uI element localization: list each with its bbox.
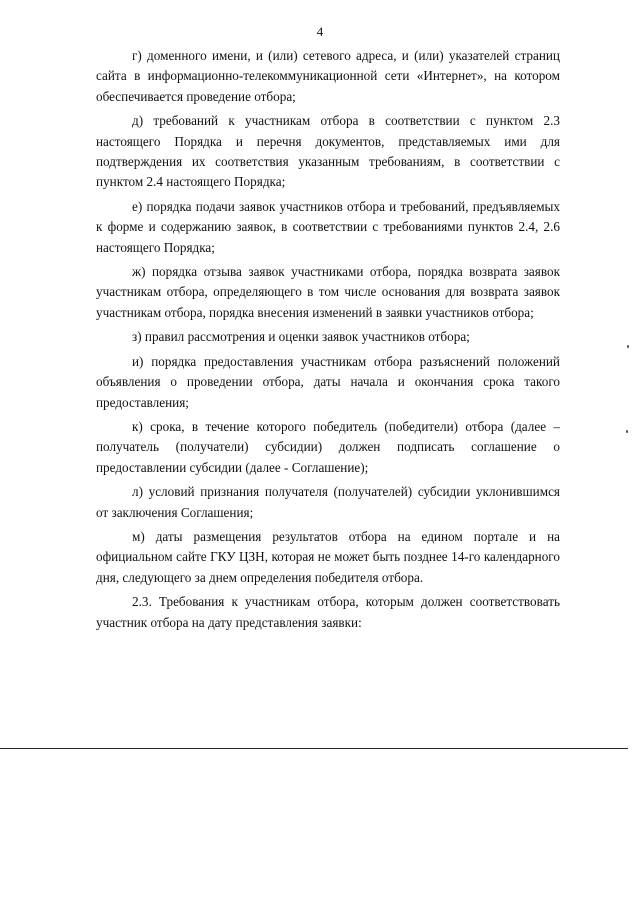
paragraph-k: к) срока, в течение которого победитель (победители) отбора (далее – получатель (получатели) субсидии) должен подписать соглашение о предоставлении субсидии (далее - Соглашение); [96, 418, 560, 475]
paragraph-m: м) даты размещения результатов отбора на едином портале и на официальном сайте ГКУ ЦЗН, которая не может быть позднее 14-го календарного дня, следующего за днем определения победителя отбора. [96, 528, 560, 585]
paragraph-zh: ж) порядка отзыва заявок участниками отбора, порядка возврата заявок участникам отбора, определяющего в том числе основания для возврата заявок участникам отбора, порядка внесения изменений в заявки участников отбора; [96, 264, 560, 320]
scan-speck [626, 430, 628, 433]
paragraph-g: г) доменного имени, и (или) сетевого адреса, и (или) указателей страниц сайта в информационно-телекоммуникационной сети «Интернет», на котором обеспечивается проведение отбора; [96, 48, 560, 104]
paragraph-2-3: 2.3. Требования к участникам отбора, которым должен соответствовать участник отбора на дату представления заявки: [96, 594, 560, 630]
paragraph-i: и) порядка предоставления участникам отбора разъяснений положений объявления о проведении отбора, даты начала и окончания срока такого предоставления; [96, 353, 560, 410]
page-number: 4 [316, 24, 324, 39]
scan-speck [627, 345, 629, 348]
document-body [96, 46, 560, 633]
paragraph-e: е) порядка подачи заявок участников отбора и требований, предъявляемых к форме и содержанию заявок, в соответствии с требованиями пунктов 2.4, 2.6 настоящего Порядка; [96, 198, 560, 255]
horizontal-rule [0, 748, 628, 749]
paragraph-z: з) правил рассмотрения и оценки заявок участников отбора; [132, 329, 470, 345]
paragraph-l: л) условий признания получателя (получателей) субсидии уклонившимся от заключения Соглашения; [96, 484, 560, 520]
paragraph-d: д) требований к участникам отбора в соответствии с пунктом 2.3 настоящего Порядка и перечня документов, представляемых ими для подтверждения их соответствия указанным требованиям, в соответствии с пунктом 2.4 настоящего Порядка; [96, 113, 560, 190]
